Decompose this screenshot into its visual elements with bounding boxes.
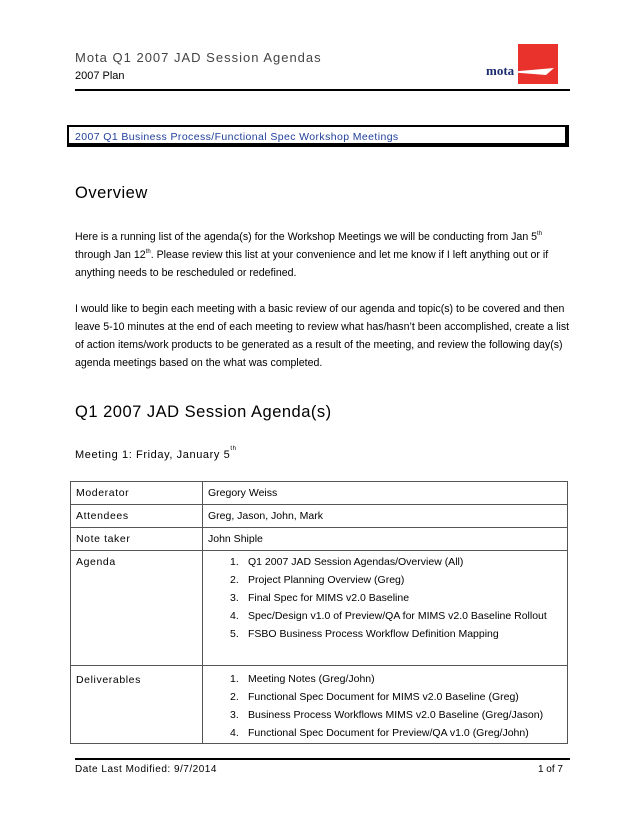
list-item: 4. Functional Spec Document for Preview/QA v1.0 (Greg/John) bbox=[230, 727, 529, 739]
agenda-list bbox=[208, 553, 567, 643]
list-item: 4. Spec/Design v1.0 of Preview/QA for MIMS v2.0 Baseline Rollout bbox=[230, 610, 547, 622]
moderator-value: Gregory Weiss bbox=[203, 482, 568, 505]
overview-paragraph-1: Here is a running list of the agenda(s) for the Workshop Meetings we will be conducting from Jan 5th through Jan 12th. Please review this list at your convenience and let me know if I left anything out or if anything needs to be rescheduled or redefined. bbox=[75, 231, 549, 279]
table-row bbox=[71, 505, 568, 528]
table-row bbox=[71, 482, 568, 505]
attendees-label: Attendees bbox=[71, 505, 203, 528]
header-rule bbox=[75, 89, 570, 91]
agenda-value bbox=[203, 551, 568, 666]
footer-rule bbox=[75, 758, 570, 760]
modified-label: Date Last Modified: bbox=[75, 764, 171, 775]
meeting-heading: Meeting 1: Friday, January 5th bbox=[75, 446, 237, 461]
agendas-heading: Q1 2007 JAD Session Agenda(s) bbox=[75, 403, 332, 421]
list-item: 1. Q1 2007 JAD Session Agendas/Overview (All) bbox=[230, 556, 464, 568]
note-taker-value: John Shiple bbox=[203, 528, 568, 551]
meeting-table bbox=[70, 481, 568, 744]
page-number: 1 of 7 bbox=[537, 764, 563, 775]
overview-heading: Overview bbox=[75, 184, 148, 202]
list-item: 1. Meeting Notes (Greg/John) bbox=[230, 673, 375, 685]
section-banner bbox=[67, 125, 569, 147]
document-title: Mota Q1 2007 JAD Session Agendas bbox=[75, 50, 322, 65]
table-row bbox=[71, 528, 568, 551]
list-item: 2. Functional Spec Document for MIMS v2.0 Baseline (Greg) bbox=[230, 691, 519, 703]
list-item: 3. Business Process Workflows MIMS v2.0 Baseline (Greg/Jason) bbox=[230, 709, 544, 721]
list-item: 2. Project Planning Overview (Greg) bbox=[230, 574, 405, 586]
svg-text:mota: mota bbox=[486, 63, 515, 78]
moderator-label: Moderator bbox=[71, 482, 203, 505]
deliverables-list bbox=[208, 670, 567, 742]
deliverables-value bbox=[203, 666, 568, 744]
list-item: 3. Final Spec for MIMS v2.0 Baseline bbox=[230, 592, 410, 604]
footer-modified bbox=[75, 764, 217, 775]
deliverables-label: Deliverables bbox=[71, 666, 203, 744]
overview-paragraph-2: I would like to begin each meeting with a basic review of our agenda and topic(s) to be covered and then leave 5-10 minutes at the end of each meeting to review what has/hasn’t been accomplished, create a list of action items/work products to be generated as a result of the meeting, and review the following day(s) agenda meetings based on the what was completed. bbox=[75, 303, 570, 369]
table-row bbox=[71, 551, 568, 666]
note-taker-label: Note taker bbox=[71, 528, 203, 551]
modified-date: 9/7/2014 bbox=[173, 764, 217, 775]
document-subtitle: 2007 Plan bbox=[75, 70, 125, 82]
banner-text: 2007 Q1 Business Process/Functional Spec Workshop Meetings bbox=[75, 131, 399, 143]
list-item: 5. FSBO Business Process Workflow Definition Mapping bbox=[230, 628, 499, 640]
agenda-label: Agenda bbox=[71, 551, 203, 666]
attendees-value: Greg, Jason, John, Mark bbox=[203, 505, 568, 528]
mota-logo bbox=[486, 44, 558, 84]
table-row bbox=[71, 666, 568, 744]
